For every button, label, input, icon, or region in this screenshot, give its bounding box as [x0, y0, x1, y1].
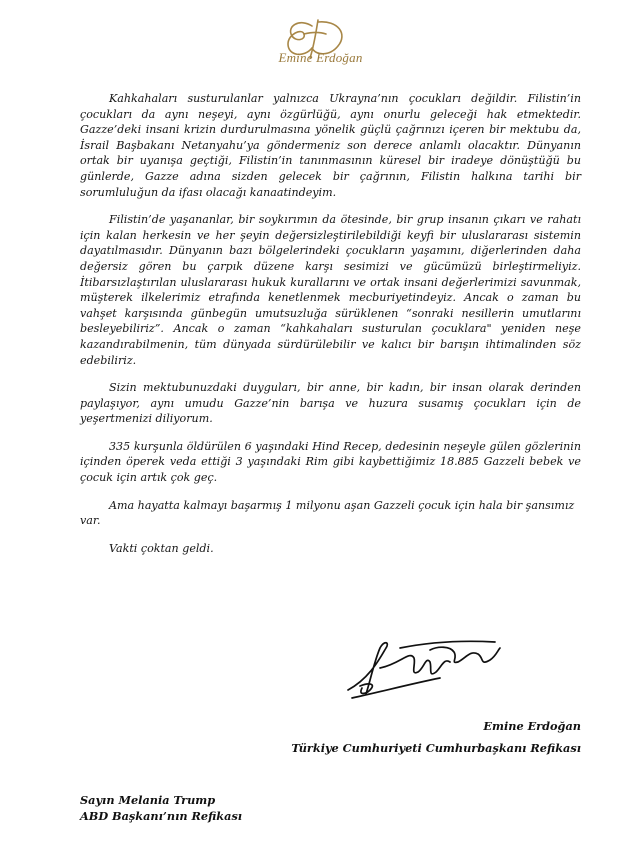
signer-name: Emine Erdoğan — [483, 719, 581, 733]
recipient-name: Sayın Melania Trump — [80, 793, 216, 807]
recipient-block — [80, 792, 242, 824]
paragraph-2: Filistin’de yaşananlar, bir soykırımın da ötesinde, bir grup insanın çıkarı ve rahatı için kalan herkesin ve her şeyin değersizleştirilebildiği keyfi bir uluslararası sistemin dayatılmasıdır. Dünyanın bazı bölgelerindeki çocukların yaşamını, diğerlerinden daha değersiz gören bu çarpık düzene karşı sesimizi ve gücümüzü birleştirmeliyiz. İtibarsızlaştırılan uluslararası hukuk kurallarını ve ortak insani değerlerimizi savunmak, müşterek ilkelerimiz etrafında kenetlenmek mecburiyetindeyiz. Ancak o zaman bu vahşet karşısında günbegün umutsuzluğa sürüklenen “sonraki nesillerin umutlarını besleyebiliriz”. Ancak o zaman “kahkahaları susturulan çocuklara" yeniden neşe kazandırabilmenin, tüm dünyada sürdürülebilir ve kalıcı bir barışın ihtimalinden söz edebiliriz. — [80, 213, 581, 367]
letterhead-name: Emine Erdoğan — [278, 50, 363, 65]
handwritten-signature — [340, 628, 505, 708]
paragraph-1: Kahkahaları susturulanlar yalnızca Ukrayna’nın çocukları değildir. Filistin’in çocukları da aynı neşeyi, aynı özgürlüğü, aynı onurlu geleceği hak etmektedir. Gazze’deki insani krizin durdurulmasına yönelik güçlü çağrınızı içeren bir mektubu da, İsrail Başbakanı Netanyahu’ya göndermeniz son derece anlamlı olacaktır. Dünyanın ortak bir uyanışa geçtiği, Filistin’in tanınmasının küresel bir iradeye dönüştüğü bu günlerde, Gazze adına sizden gelecek bir çağrının, Filistin halkına tarihi bir sorumluluğun da ifası olacağı kanaatindeyim. — [80, 92, 581, 199]
paragraph-5: Ama hayatta kalmayı başarmış 1 milyonu aşan Gazzeli çocuk için hala bir şansımız var. — [80, 498, 575, 528]
paragraph-6: Vakti çoktan geldi. — [109, 541, 214, 555]
recipient-title: ABD Başkanı’nın Refikası — [80, 809, 243, 823]
signer-title: Türkiye Cumhuriyeti Cumhurbaşkanı Refikası — [291, 741, 581, 755]
letter-body — [80, 91, 581, 568]
paragraph-3: Sizin mektubunuzdaki duyguları, bir anne, bir kadın, bir insan olarak derinden paylaşıyor, aynı umudu Gazze’nin barışa ve huzura susamış çocukları için de yeşertmenizi diliyorum. — [80, 381, 581, 426]
paragraph-4: 335 kurşunla öldürülen 6 yaşındaki Hind Recep, dedesinin neşeyle gülen gözlerinin içinden öperek veda ettiği 3 yaşındaki Rim gibi kaybettiğimiz 18.885 Gazzeli bebek ve çocuk için artık çok geç. — [80, 439, 581, 485]
